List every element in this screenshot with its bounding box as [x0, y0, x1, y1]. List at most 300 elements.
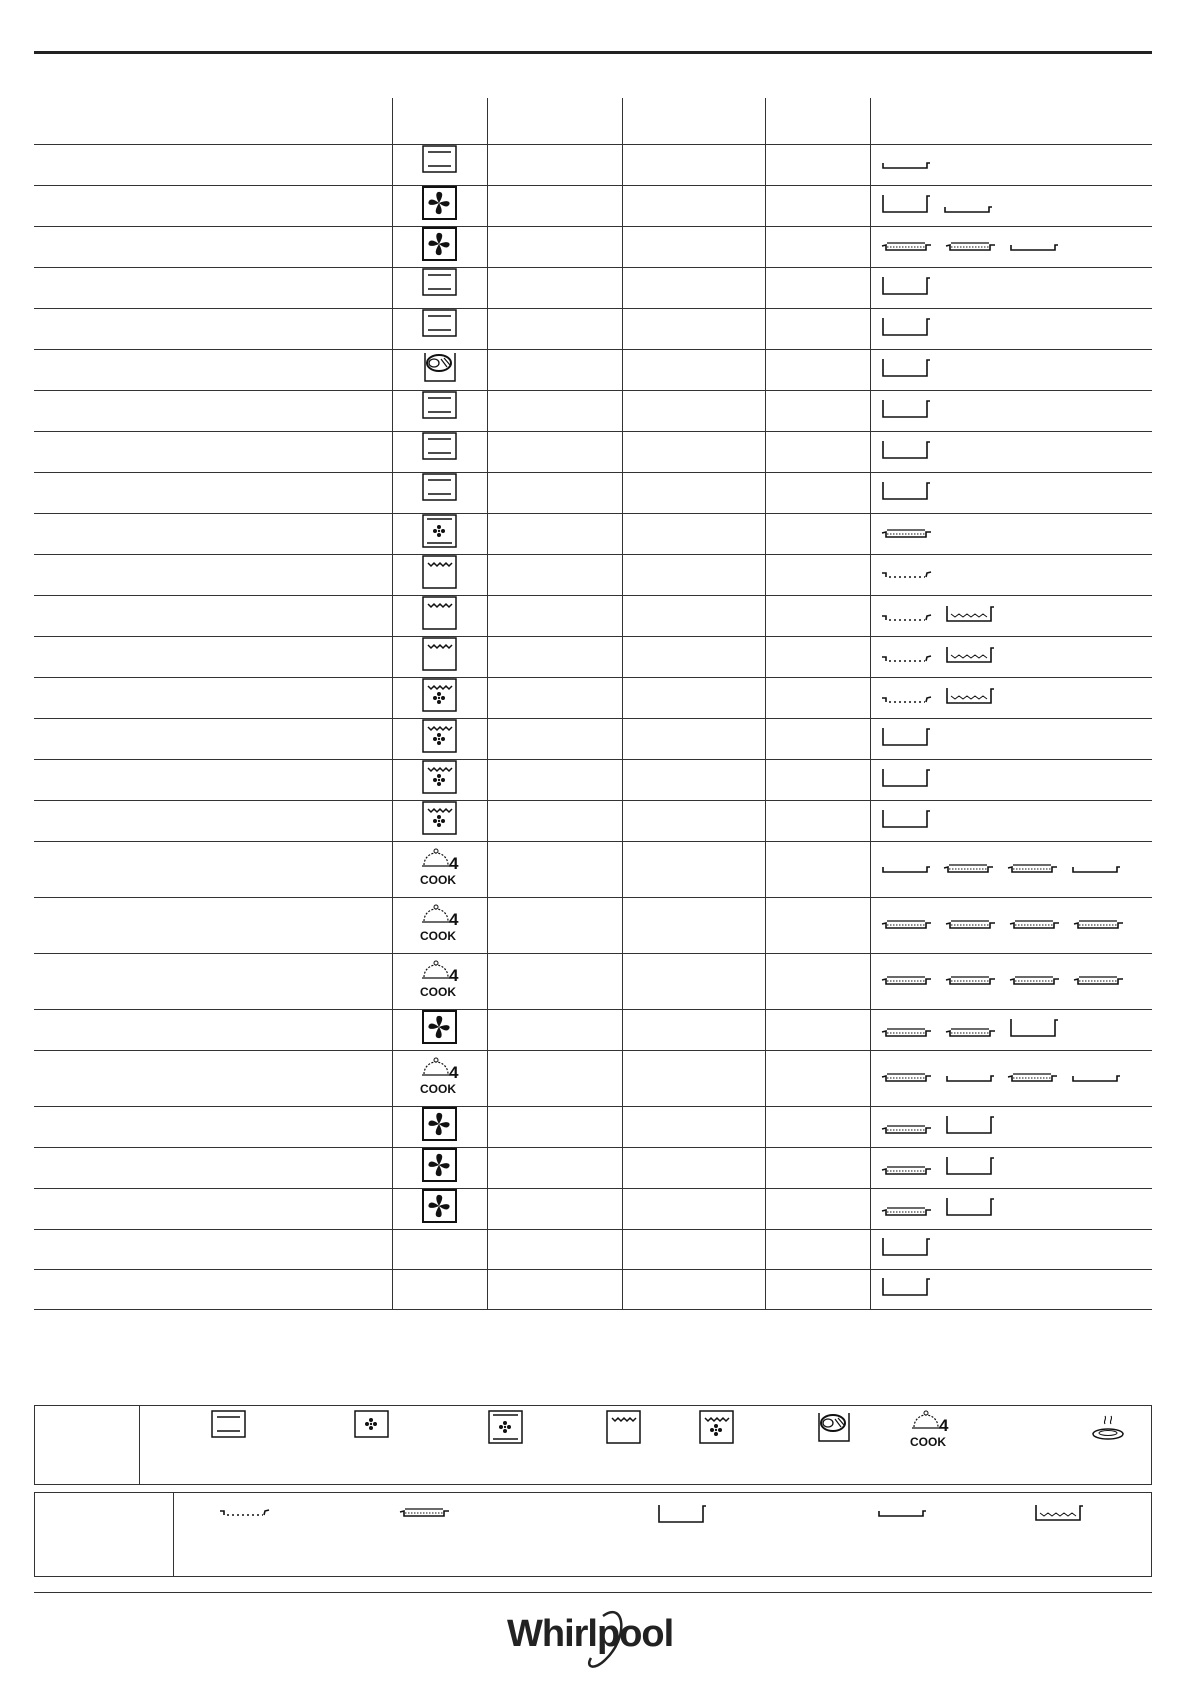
legend-baking-tray-icon: [877, 1503, 927, 1524]
legend-dish-icon: [1091, 1410, 1127, 1450]
value-cell: [622, 391, 765, 432]
deep-tray-icon: [945, 1196, 995, 1223]
table-row: [34, 514, 1152, 555]
value-cell: [622, 954, 765, 1010]
value-cell: [622, 719, 765, 760]
table-row: [34, 1051, 1152, 1107]
header-cell: [765, 98, 870, 145]
value-cell: [487, 268, 622, 309]
cook4-icon: [419, 1057, 461, 1100]
value-cell: [487, 555, 622, 596]
legend-drip-tray-icon: [1034, 1503, 1084, 1528]
wire-shelf-icon: [945, 915, 997, 936]
value-cell: [487, 350, 622, 391]
grill-rack-icon: [881, 565, 933, 586]
wire-shelf-icon: [1009, 915, 1061, 936]
wire-shelf-icon: [881, 1023, 933, 1044]
table-row: [34, 309, 1152, 350]
legend-cook4-icon: [909, 1410, 951, 1453]
recipe-cell: [34, 1270, 392, 1310]
baking-tray-icon: [943, 199, 993, 220]
wire-shelf-icon: [945, 1023, 997, 1044]
value-cell: [622, 1230, 765, 1270]
value-cell: [765, 268, 870, 309]
value-cell: [487, 432, 622, 473]
value-cell: [765, 1270, 870, 1310]
table-row: [34, 842, 1152, 898]
table-row: [34, 473, 1152, 514]
legend-grill-rack-icon: [219, 1503, 271, 1524]
value-cell: [765, 145, 870, 186]
value-cell: [487, 719, 622, 760]
deep-tray-icon: [881, 767, 931, 794]
legend-deep-tray-icon: [657, 1503, 707, 1530]
value-cell: [487, 227, 622, 268]
function-cell: [392, 268, 487, 309]
value-cell: [487, 1270, 622, 1310]
conventional-icon: [422, 145, 458, 185]
accessories-cell: [870, 1010, 1152, 1051]
value-cell: [487, 1051, 622, 1107]
value-cell: [487, 801, 622, 842]
value-cell: [622, 1148, 765, 1189]
accessories-cell: [870, 637, 1152, 678]
recipe-cell: [34, 1010, 392, 1051]
recipe-cell: [34, 719, 392, 760]
function-cell: [392, 719, 487, 760]
recipe-cell: [34, 268, 392, 309]
value-cell: [622, 898, 765, 954]
legend-conventional-icon: [211, 1410, 247, 1450]
value-cell: [487, 473, 622, 514]
value-cell: [765, 227, 870, 268]
accessories-cell: [870, 719, 1152, 760]
table-row: [34, 227, 1152, 268]
function-cell: [392, 678, 487, 719]
accessories-cell: [870, 1107, 1152, 1148]
recipe-cell: [34, 842, 392, 898]
header-cell: [34, 98, 392, 145]
drip-tray-icon: [945, 645, 995, 670]
recipe-cell: [34, 760, 392, 801]
function-cell: [392, 1051, 487, 1107]
value-cell: [765, 309, 870, 350]
value-cell: [765, 719, 870, 760]
function-cell: [392, 898, 487, 954]
wire-shelf-icon: [1073, 915, 1125, 936]
deep-tray-icon: [881, 193, 931, 220]
table-row: [34, 1010, 1152, 1051]
fan-icon: [422, 1010, 458, 1050]
deep-tray-icon: [881, 1276, 931, 1303]
table-row: [34, 719, 1152, 760]
function-cell: [392, 801, 487, 842]
accessories-legend: [34, 1492, 1152, 1577]
deep-tray-icon: [881, 357, 931, 384]
fan-icon: [422, 1148, 458, 1188]
cook4-icon: [419, 904, 461, 947]
value-cell: [765, 1148, 870, 1189]
value-cell: [765, 637, 870, 678]
value-cell: [487, 954, 622, 1010]
recipe-cell: [34, 954, 392, 1010]
accessories-cell: [870, 514, 1152, 555]
cook4-label: COOK: [419, 985, 456, 998]
deep-tray-icon: [881, 398, 931, 425]
accessories-cell: [870, 1189, 1152, 1230]
function-cell: [392, 596, 487, 637]
value-cell: [765, 186, 870, 227]
turbo-grill-icon: [422, 760, 458, 800]
value-cell: [622, 268, 765, 309]
turbo-grill-icon: [422, 719, 458, 759]
recipe-cell: [34, 473, 392, 514]
value-cell: [622, 555, 765, 596]
legend-wire-shelf-icon: [399, 1503, 451, 1524]
function-cell: [392, 473, 487, 514]
baking-tray-icon: [1071, 1068, 1121, 1089]
functions-legend: [34, 1405, 1152, 1485]
conventional-icon: [422, 309, 458, 349]
value-cell: [765, 350, 870, 391]
wire-shelf-icon: [1007, 1068, 1059, 1089]
value-cell: [487, 1010, 622, 1051]
function-cell: [392, 350, 487, 391]
deep-tray-icon: [881, 1236, 931, 1263]
legend-convection-bake-small-icon: [354, 1410, 390, 1450]
deep-tray-icon: [1009, 1017, 1059, 1044]
table-row: [34, 555, 1152, 596]
cook4-number: 4: [448, 966, 458, 985]
deep-tray-icon: [881, 439, 931, 466]
turbo-grill-icon: [422, 678, 458, 718]
table-row: [34, 145, 1152, 186]
value-cell: [622, 350, 765, 391]
value-cell: [622, 760, 765, 801]
recipe-cell: [34, 1189, 392, 1230]
wire-shelf-icon: [943, 859, 995, 880]
table-header-row: [34, 98, 1152, 145]
recipe-cell: [34, 432, 392, 473]
value-cell: [622, 596, 765, 637]
wire-shelf-icon: [881, 1068, 933, 1089]
table-row: [34, 268, 1152, 309]
baking-tray-icon: [945, 1068, 995, 1089]
accessories-cell: [870, 145, 1152, 186]
function-cell: [392, 227, 487, 268]
value-cell: [765, 898, 870, 954]
value-cell: [765, 1051, 870, 1107]
function-cell: [392, 637, 487, 678]
grill-rack-icon: [881, 608, 933, 629]
recipe-cell: [34, 227, 392, 268]
fan-icon: [422, 1107, 458, 1147]
value-cell: [765, 391, 870, 432]
table-row: [34, 350, 1152, 391]
table-row: [34, 954, 1152, 1010]
value-cell: [622, 842, 765, 898]
accessories-cell: [870, 842, 1152, 898]
deep-tray-icon: [881, 275, 931, 302]
function-cell: [392, 1107, 487, 1148]
legend-grill-icon: [606, 1410, 642, 1450]
accessories-cell: [870, 227, 1152, 268]
accessories-cell: [870, 555, 1152, 596]
table-row: [34, 1107, 1152, 1148]
legend-roast-icon: [816, 1410, 852, 1450]
accessories-cell: [870, 678, 1152, 719]
table-row: [34, 760, 1152, 801]
table-row: [34, 1189, 1152, 1230]
whirlpool-logo: [505, 1598, 685, 1673]
table-row: [34, 1148, 1152, 1189]
roast-icon: [422, 350, 458, 390]
function-cell: [392, 391, 487, 432]
function-cell: [392, 842, 487, 898]
bottom-rule: [34, 1592, 1152, 1593]
deep-tray-icon: [945, 1114, 995, 1141]
function-cell: [392, 309, 487, 350]
wire-shelf-icon: [1009, 971, 1061, 992]
function-cell: [392, 1010, 487, 1051]
baking-tray-icon: [881, 155, 931, 176]
value-cell: [622, 309, 765, 350]
drip-tray-icon: [945, 604, 995, 629]
header-cell: [870, 98, 1152, 145]
value-cell: [622, 801, 765, 842]
value-cell: [622, 1010, 765, 1051]
cook4-label: COOK: [419, 873, 456, 886]
recipe-cell: [34, 1230, 392, 1270]
value-cell: [622, 1270, 765, 1310]
accessories-cell: [870, 268, 1152, 309]
cook4-label: COOK: [419, 929, 456, 942]
value-cell: [765, 432, 870, 473]
value-cell: [622, 227, 765, 268]
function-cell: [392, 1230, 487, 1270]
recipe-cell: [34, 1051, 392, 1107]
accessories-legend-label-cell: [35, 1493, 174, 1576]
value-cell: [622, 1107, 765, 1148]
table-row: [34, 1270, 1152, 1310]
recipe-cell: [34, 637, 392, 678]
recipe-cell: [34, 898, 392, 954]
table-row: [34, 432, 1152, 473]
table-row: [34, 596, 1152, 637]
accessories-cell: [870, 391, 1152, 432]
value-cell: [487, 1148, 622, 1189]
wire-shelf-icon: [881, 1120, 933, 1141]
grill-rack-icon: [881, 649, 933, 670]
cook4-number: 4: [448, 854, 458, 873]
conventional-icon: [422, 268, 458, 308]
convection-bake-icon: [422, 514, 458, 554]
value-cell: [622, 473, 765, 514]
function-cell: [392, 145, 487, 186]
conventional-icon: [422, 432, 458, 472]
wire-shelf-icon: [881, 1202, 933, 1223]
cooking-table: [34, 98, 1152, 1310]
recipe-cell: [34, 186, 392, 227]
accessories-cell: [870, 1270, 1152, 1310]
recipe-cell: [34, 309, 392, 350]
accessories-cell: [870, 954, 1152, 1010]
functions-legend-label-cell: [35, 1406, 140, 1484]
wire-shelf-icon: [945, 971, 997, 992]
table-row: [34, 637, 1152, 678]
cook4-number: 4: [448, 910, 458, 929]
drip-tray-icon: [945, 686, 995, 711]
value-cell: [487, 1189, 622, 1230]
value-cell: [765, 514, 870, 555]
conventional-icon: [422, 391, 458, 431]
recipe-cell: [34, 555, 392, 596]
value-cell: [487, 842, 622, 898]
accessories-cell: [870, 760, 1152, 801]
value-cell: [487, 391, 622, 432]
value-cell: [622, 432, 765, 473]
deep-tray-icon: [881, 726, 931, 753]
table-row: [34, 678, 1152, 719]
value-cell: [765, 760, 870, 801]
function-cell: [392, 1148, 487, 1189]
baking-tray-icon: [881, 859, 931, 880]
accessories-cell: [870, 1230, 1152, 1270]
legend-convection-bake-icon: [488, 1410, 524, 1450]
value-cell: [487, 1230, 622, 1270]
value-cell: [622, 186, 765, 227]
recipe-cell: [34, 801, 392, 842]
recipe-cell: [34, 678, 392, 719]
value-cell: [622, 637, 765, 678]
logo-text: Whirlpool: [507, 1613, 674, 1655]
cook4-number: 4: [448, 1063, 458, 1082]
fan-icon: [422, 227, 458, 267]
value-cell: [487, 514, 622, 555]
grill-icon: [422, 596, 458, 636]
baking-tray-icon: [1071, 859, 1121, 880]
top-rule: [34, 51, 1152, 54]
accessories-cell: [870, 350, 1152, 391]
recipe-cell: [34, 514, 392, 555]
baking-tray-icon: [1009, 237, 1059, 258]
wire-shelf-icon: [881, 237, 933, 258]
accessories-cell: [870, 1051, 1152, 1107]
turbo-grill-icon: [422, 801, 458, 841]
accessories-cell: [870, 309, 1152, 350]
accessories-cell: [870, 473, 1152, 514]
accessories-cell: [870, 1148, 1152, 1189]
accessories-cell: [870, 432, 1152, 473]
accessories-cell: [870, 186, 1152, 227]
fan-icon: [422, 186, 458, 226]
grill-icon: [422, 637, 458, 677]
recipe-cell: [34, 145, 392, 186]
wire-shelf-icon: [945, 237, 997, 258]
value-cell: [622, 678, 765, 719]
table-row: [34, 186, 1152, 227]
cook4-number: 4: [939, 1416, 949, 1435]
value-cell: [487, 596, 622, 637]
value-cell: [487, 1107, 622, 1148]
value-cell: [622, 1051, 765, 1107]
recipe-cell: [34, 1148, 392, 1189]
function-cell: [392, 954, 487, 1010]
grill-rack-icon: [881, 690, 933, 711]
wire-shelf-icon: [881, 915, 933, 936]
value-cell: [487, 898, 622, 954]
recipe-cell: [34, 1107, 392, 1148]
value-cell: [487, 186, 622, 227]
function-cell: [392, 186, 487, 227]
value-cell: [765, 555, 870, 596]
wire-shelf-icon: [1007, 859, 1059, 880]
value-cell: [487, 145, 622, 186]
recipe-cell: [34, 350, 392, 391]
legend-turbo-grill-icon: [699, 1410, 735, 1450]
header-cell: [622, 98, 765, 145]
grill-icon: [422, 555, 458, 595]
value-cell: [622, 145, 765, 186]
table-row: [34, 898, 1152, 954]
function-cell: [392, 555, 487, 596]
function-cell: [392, 1270, 487, 1310]
value-cell: [487, 309, 622, 350]
value-cell: [622, 514, 765, 555]
value-cell: [765, 596, 870, 637]
header-cell: [487, 98, 622, 145]
function-cell: [392, 1189, 487, 1230]
cook4-icon: [419, 848, 461, 891]
wire-shelf-icon: [881, 971, 933, 992]
value-cell: [765, 1189, 870, 1230]
fan-icon: [422, 1189, 458, 1229]
value-cell: [622, 1189, 765, 1230]
table-row: [34, 1230, 1152, 1270]
accessories-cell: [870, 801, 1152, 842]
deep-tray-icon: [881, 480, 931, 507]
value-cell: [765, 473, 870, 514]
value-cell: [765, 1230, 870, 1270]
value-cell: [765, 678, 870, 719]
value-cell: [765, 1010, 870, 1051]
recipe-cell: [34, 596, 392, 637]
value-cell: [487, 637, 622, 678]
wire-shelf-icon: [881, 524, 933, 545]
conventional-icon: [422, 473, 458, 513]
accessories-cell: [870, 898, 1152, 954]
cook4-label: COOK: [910, 1435, 946, 1448]
value-cell: [765, 1107, 870, 1148]
wire-shelf-icon: [881, 1161, 933, 1182]
deep-tray-icon: [881, 316, 931, 343]
wire-shelf-icon: [1073, 971, 1125, 992]
accessories-cell: [870, 596, 1152, 637]
value-cell: [765, 842, 870, 898]
value-cell: [487, 760, 622, 801]
function-cell: [392, 760, 487, 801]
table-row: [34, 391, 1152, 432]
table-row: [34, 801, 1152, 842]
deep-tray-icon: [881, 808, 931, 835]
value-cell: [765, 954, 870, 1010]
value-cell: [487, 678, 622, 719]
function-cell: [392, 514, 487, 555]
value-cell: [765, 801, 870, 842]
recipe-cell: [34, 391, 392, 432]
deep-tray-icon: [945, 1155, 995, 1182]
function-cell: [392, 432, 487, 473]
